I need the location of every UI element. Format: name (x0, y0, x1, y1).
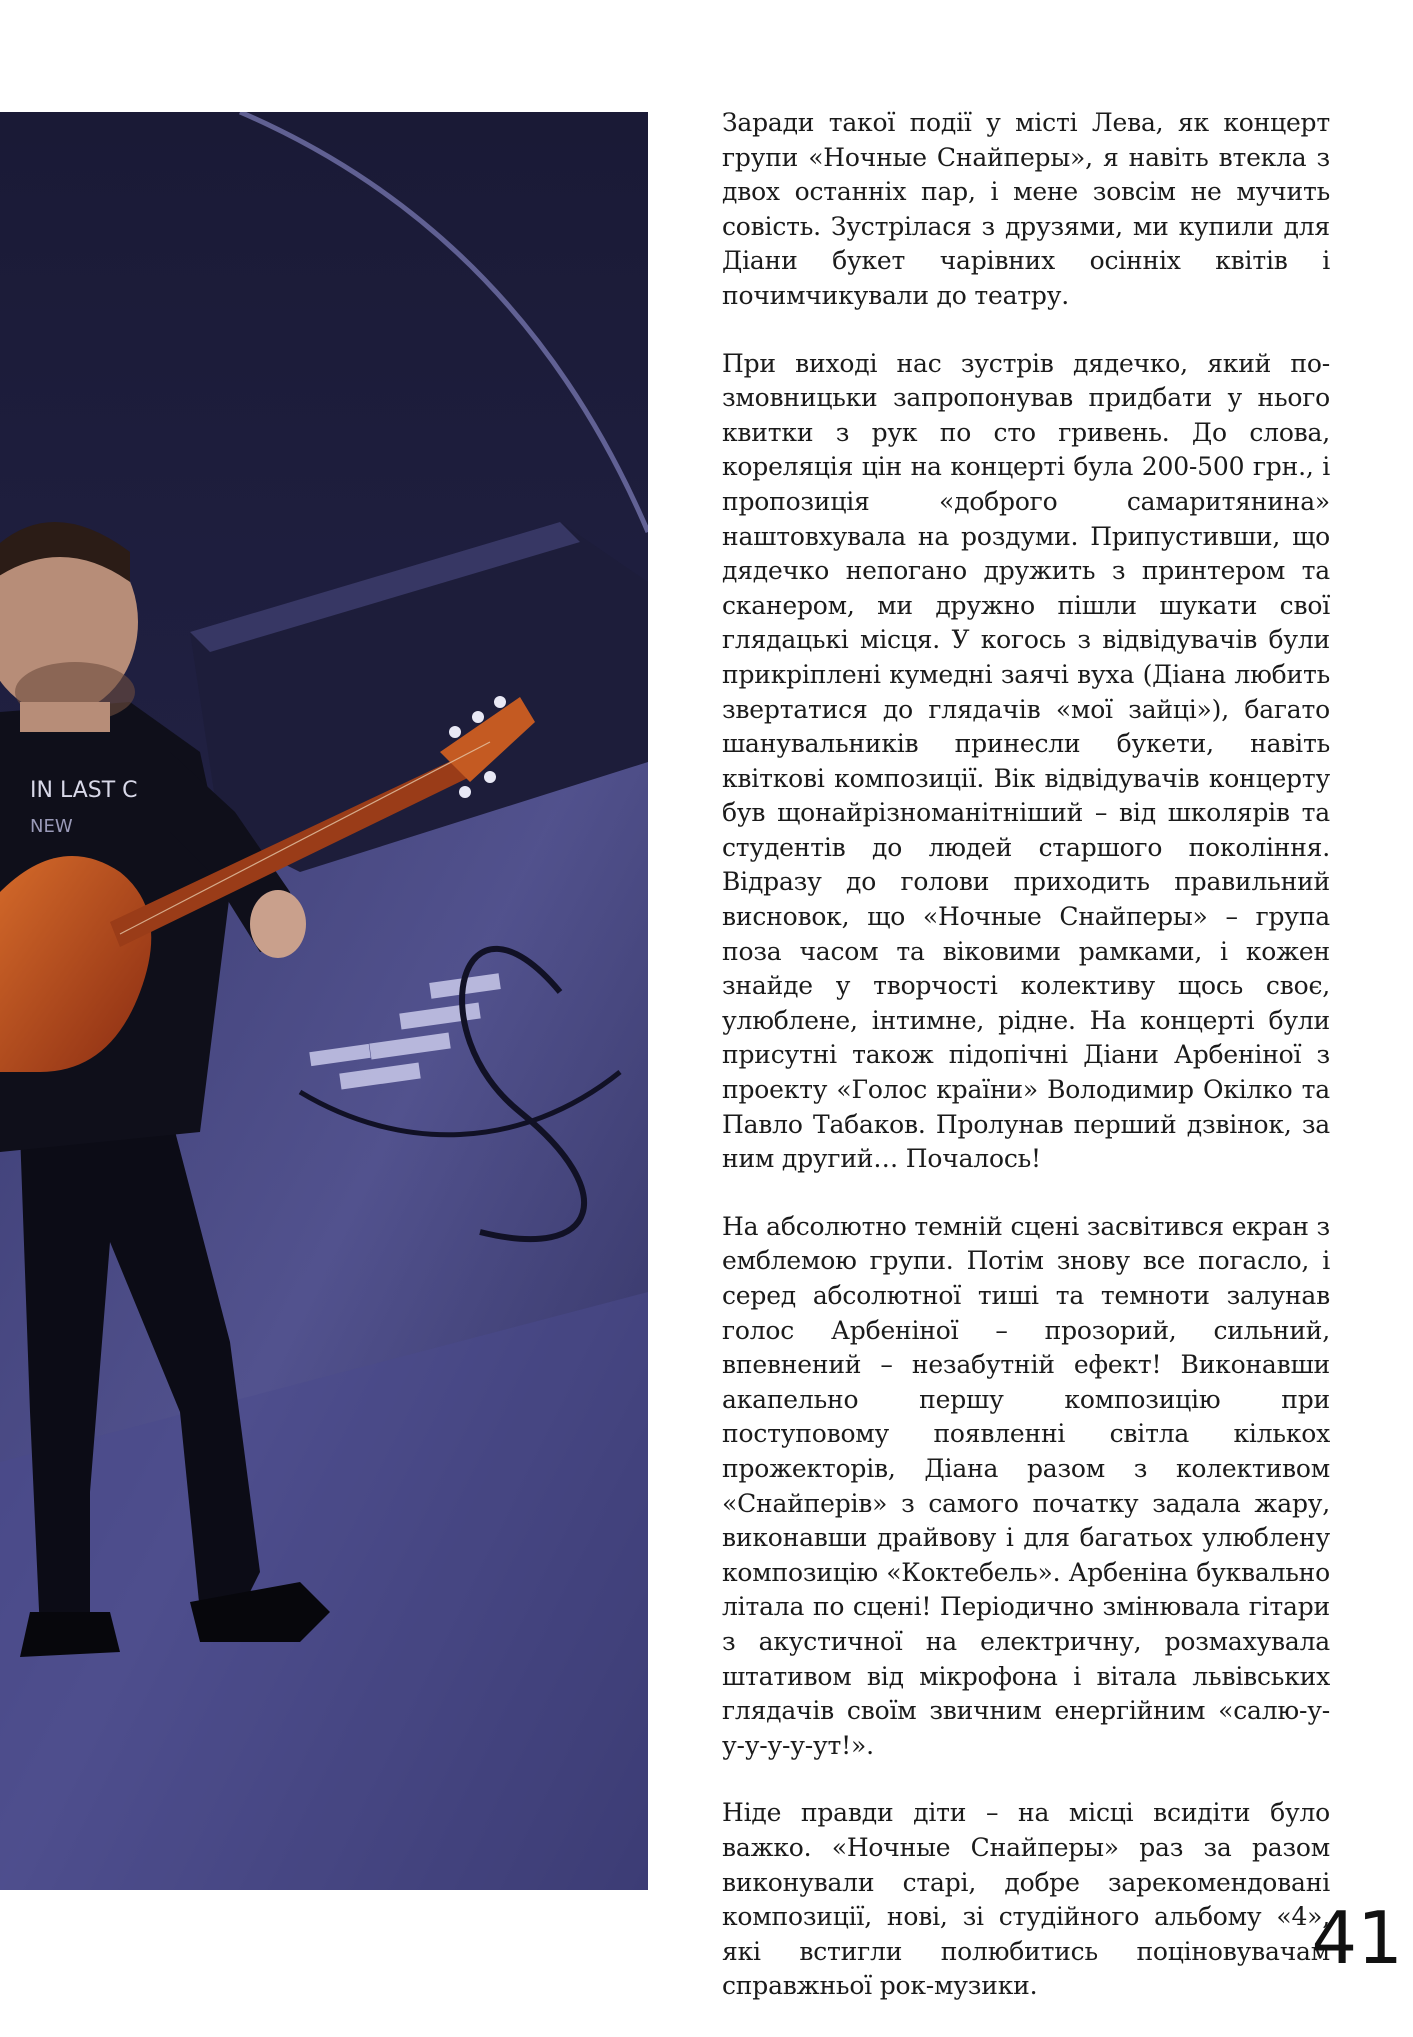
page-number: 41 (1311, 1896, 1403, 1980)
article-paragraph-2: При виході нас зустрів дядечко, який по-змовницьки запропонував придбати у нього квитки з рук по сто гривень. До слова, кореляція цін на концерті була 200-500 грн., і пропозиція «доброго самаритянина» наштовхувала на роздуми. Припустивши, що дядечко непогано дружить з принтером та сканером, ми дружно пішли шукати свої глядацькі місця. У когось з відвідувачів були прикріплені кумедні заячі вуха (Діана любить звертатися до глядачів «мої зайці»), багато шанувальників принесли букети, навіть квіткові композиції. Вік відвідувачів концерту був щонайрізноманітніший – від школярів та студентів до людей старшого покоління. Відразу до голови приходить правильний висновок, що «Ночные Снайперы» – група поза часом та віковими рамками, і кожен знайде у творчості колективу щось своє, улюблене, інтимне, рідне. На концерті були присутні також підопічні Діани Арбеніної з проекту «Голос країни» Володимир Окілко та Павло Табаков. Пролунав перший дзвінок, за ним другий… Почалось! (722, 348, 1330, 1174)
concert-photo (0, 112, 648, 1890)
article-body (722, 106, 1330, 2037)
article-paragraph-1: Заради такої події у місті Лева, як концерт групи «Ночные Снайперы», я навіть втекла з двох останніх пар, і мене зовсім не мучить совість. Зустрілася з друзями, ми купили для Діани букет чарівних осінніх квітів і почимчикували до театру. (722, 108, 1330, 310)
svg-text:NEW: NEW (30, 816, 73, 837)
article-paragraph-4: Ніде правди діти – на місці всидіти було важко. «Ночные Снайперы» раз за разом виконували старі, добре зарекомендовані композиції, нові, зі студійного альбому «4», які встигли полюбитись поціновувачам справжньої рок-музики. (722, 1798, 1330, 2001)
article-paragraph-3: На абсолютно темній сцені засвітився екран з емблемою групи. Потім знову все погасло, і серед абсолютної тиші та темноти залунав голос Арбеніної – прозорий, сильний, впевнений – незабутній ефект! Виконавши акапельно першу композицію при поступовому появленні світла кількох прожекторів, Діана разом з колективом «Снайперів» з самого початку задала жару, виконавши драйвову і для багатьох улюблену композицію «Коктебель». Арбеніна буквально літала по сцені! Періодично змінювала гітари з акустичної на електричну, розмахувала штативом від мікрофона і вітала львівських глядачів своїм звичним енергійним «салю-у-у-у-у-у-ут!». (722, 1211, 1330, 1760)
shirt-print-text: IN LAST C (30, 778, 138, 803)
